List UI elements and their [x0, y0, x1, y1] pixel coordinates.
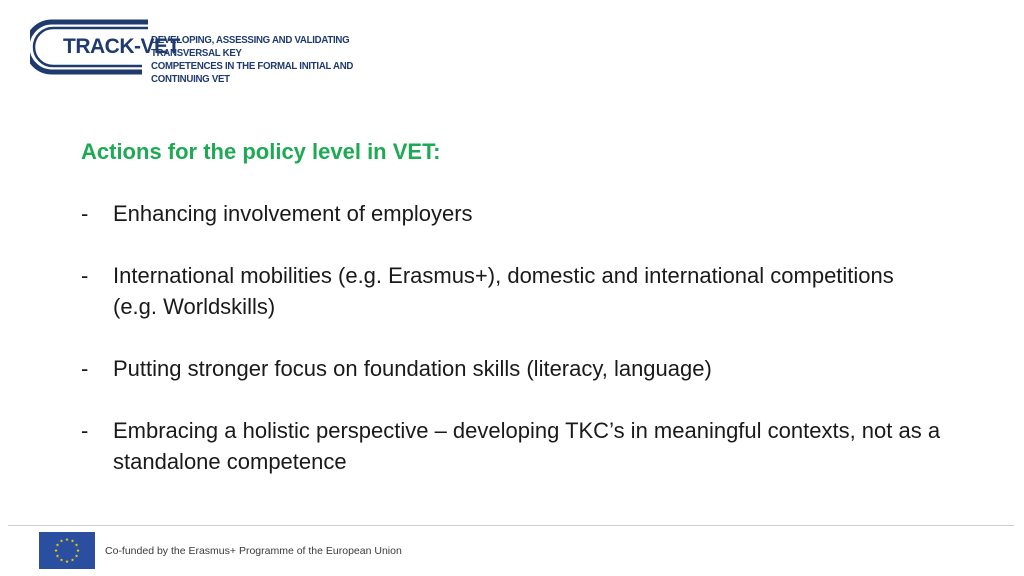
- list-item: [81, 260, 941, 322]
- dash-marker: -: [81, 201, 89, 226]
- list-item-text: Putting stronger focus on foundation skills (literacy, language): [113, 356, 712, 381]
- track-vet-logo: [30, 16, 420, 85]
- list-item-text: International mobilities (e.g. Erasmus+), domestic and international competitions (e.g. Worldskills): [113, 263, 894, 319]
- action-list: [81, 198, 941, 508]
- list-item-text: Enhancing involvement of employers: [113, 201, 473, 226]
- logo-tagline-line2: COMPETENCES IN THE FORMAL INITIAL AND CONTINUING VET: [151, 60, 354, 85]
- list-item: [81, 198, 941, 229]
- eu-flag-icon: [39, 532, 95, 569]
- slide-heading: Actions for the policy level in VET:: [81, 139, 441, 164]
- footer-divider: [8, 525, 1014, 526]
- logo-wordmark: TRACK-VET: [63, 35, 180, 58]
- logo-tagline: [151, 34, 399, 86]
- dash-marker: -: [81, 418, 89, 443]
- list-item-text: Embracing a holistic perspective – developing TKC’s in meaningful contexts, not as a standalone competence: [113, 418, 941, 474]
- footer-cofunded-text: Co-funded by the Erasmus+ Programme of the European Union: [105, 545, 402, 557]
- dash-marker: -: [81, 356, 89, 381]
- list-item: [81, 415, 941, 477]
- logo-tagline-line1: DEVELOPING, ASSESSING AND VALIDATING TRANSVERSAL KEY: [151, 34, 350, 59]
- list-item: [81, 353, 941, 384]
- dash-marker: -: [81, 263, 89, 288]
